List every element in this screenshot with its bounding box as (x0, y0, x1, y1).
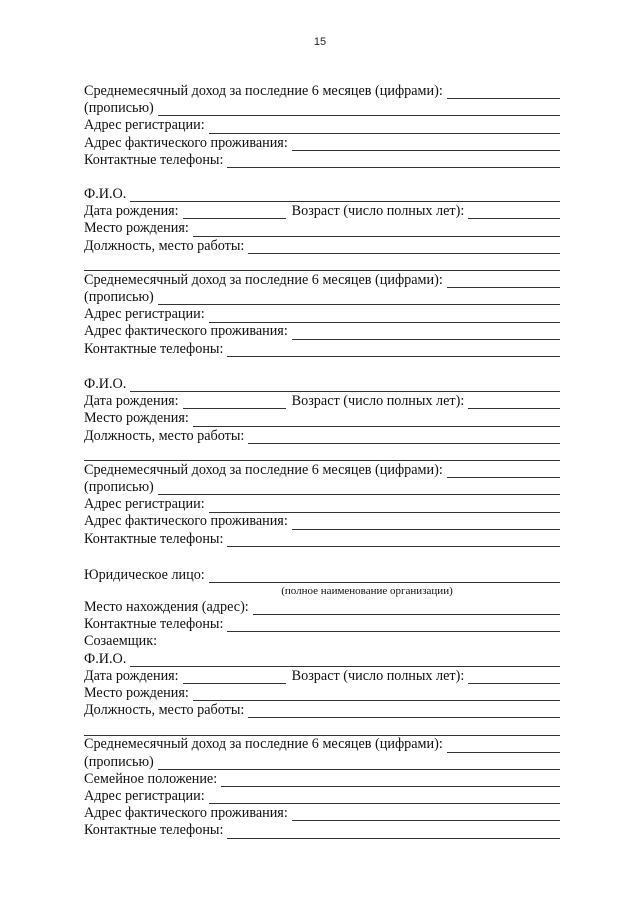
reg-row (84, 788, 560, 805)
job-extra-row (84, 719, 560, 736)
income-field[interactable] (447, 274, 560, 288)
legal-label: Юридическое лицо: (84, 566, 205, 583)
income-label: Среднемесячный доход за последние 6 месяцев (цифрами): (84, 271, 443, 288)
pob-label: Место рождения: (84, 684, 189, 701)
income-block-1 (84, 83, 560, 169)
actual-row (84, 514, 560, 531)
actual-label: Адрес фактического проживания: (84, 513, 288, 530)
location-row (84, 599, 560, 616)
dob-label: Дата рождения: (84, 667, 179, 684)
job-row (84, 702, 560, 719)
pob-field[interactable] (193, 687, 560, 701)
fio-label: Ф.И.О. (84, 185, 127, 202)
job-field[interactable] (248, 240, 560, 254)
reg-row (84, 306, 560, 323)
fio-field[interactable] (130, 378, 560, 392)
phones-row (84, 822, 560, 839)
income-field[interactable] (447, 85, 560, 99)
words-label: (прописью) (84, 753, 154, 770)
dob-field[interactable] (183, 395, 286, 409)
dob-row (84, 203, 560, 220)
location-field[interactable] (253, 601, 560, 615)
job-row (84, 238, 560, 255)
phones-field[interactable] (227, 825, 560, 839)
words-row (84, 289, 560, 306)
dob-field[interactable] (183, 670, 286, 684)
phones-label: Контактные телефоны: (84, 822, 224, 839)
job-row (84, 428, 560, 445)
phones-label: Контактные телефоны: (84, 151, 224, 168)
dob-label: Дата рождения: (84, 393, 179, 410)
phones-field[interactable] (227, 343, 560, 357)
job-label: Должность, место работы: (84, 237, 245, 254)
actual-field[interactable] (292, 807, 560, 821)
location-label: Место нахождения (адрес): (84, 598, 249, 615)
pob-row (84, 685, 560, 702)
fio-field[interactable] (130, 653, 560, 667)
fio-row (84, 186, 560, 203)
income-label: Среднемесячный доход за последние 6 месяцев (цифрами): (84, 461, 443, 478)
income-row (84, 83, 560, 100)
phones-row (84, 152, 560, 169)
words-row (84, 100, 560, 117)
income-label: Среднемесячный доход за последние 6 месяцев (цифрами): (84, 82, 443, 99)
age-field[interactable] (468, 205, 560, 219)
coborrower-label: Созаемщик: (84, 633, 158, 650)
legal-block (84, 567, 560, 584)
job-label: Должность, место работы: (84, 427, 245, 444)
words-field[interactable] (158, 756, 560, 770)
words-row (84, 479, 560, 496)
age-field[interactable] (468, 395, 560, 409)
reg-label: Адрес регистрации: (84, 306, 205, 323)
job-extra-row (84, 255, 560, 272)
actual-label: Адрес фактического проживания: (84, 805, 288, 822)
words-label: (прописью) (84, 479, 154, 496)
marital-row (84, 771, 560, 788)
income-label: Среднемесячный доход за последние 6 месяцев (цифрами): (84, 736, 443, 753)
legal-row (84, 567, 560, 584)
income-field[interactable] (447, 464, 560, 478)
phones-field[interactable] (227, 533, 560, 547)
age-label: Возраст (число полных лет): (291, 203, 465, 220)
legal-details-block (84, 599, 560, 840)
actual-label: Адрес фактического проживания: (84, 134, 288, 151)
dob-field[interactable] (183, 205, 286, 219)
legal-caption: (полное наименование организации) (281, 585, 453, 597)
fio-field[interactable] (130, 188, 560, 202)
reg-field[interactable] (209, 309, 560, 323)
job-field[interactable] (248, 430, 560, 444)
actual-field[interactable] (292, 137, 560, 151)
legal-field[interactable] (209, 569, 560, 583)
words-label: (прописью) (84, 100, 154, 117)
phones-label: Контактные телефоны: (84, 616, 224, 633)
pob-field[interactable] (193, 223, 560, 237)
reg-label: Адрес регистрации: (84, 496, 205, 513)
fio-row (84, 376, 560, 393)
marital-label: Семейное положение: (84, 770, 218, 787)
age-label: Возраст (число полных лет): (291, 667, 465, 684)
actual-row (84, 324, 560, 341)
phones-label: Контактные телефоны: (84, 340, 224, 357)
words-row (84, 754, 560, 771)
job-extra-field[interactable] (84, 447, 560, 461)
job-label: Должность, место работы: (84, 702, 245, 719)
dob-row (84, 393, 560, 410)
actual-row (84, 805, 560, 822)
phones-label: Контактные телефоны: (84, 530, 224, 547)
words-label: (прописью) (84, 289, 154, 306)
job-extra-field[interactable] (84, 257, 560, 271)
actual-field[interactable] (292, 516, 560, 530)
actual-label: Адрес фактического проживания: (84, 323, 288, 340)
pob-label: Место рождения: (84, 220, 189, 237)
reg-label: Адрес регистрации: (84, 117, 205, 134)
age-label: Возраст (число полных лет): (291, 393, 465, 410)
person-block-3 (84, 376, 560, 548)
actual-field[interactable] (292, 326, 560, 340)
person-block-2 (84, 186, 560, 358)
pob-row (84, 410, 560, 427)
pob-label: Место рождения: (84, 410, 189, 427)
job-field[interactable] (248, 704, 560, 718)
reg-field[interactable] (209, 790, 560, 804)
job-extra-field[interactable] (84, 722, 560, 736)
phones-row (84, 531, 560, 548)
reg-field[interactable] (209, 499, 560, 513)
dob-label: Дата рождения: (84, 203, 179, 220)
phones-row (84, 616, 560, 633)
words-field[interactable] (158, 102, 560, 116)
job-extra-row (84, 445, 560, 462)
fio-label: Ф.И.О. (84, 650, 127, 667)
income-row (84, 737, 560, 754)
reg-row (84, 117, 560, 134)
phones-field[interactable] (227, 618, 560, 632)
income-row (84, 272, 560, 289)
words-field[interactable] (158, 481, 560, 495)
coborrower-row (84, 633, 560, 650)
reg-field[interactable] (209, 120, 560, 134)
marital-field[interactable] (221, 773, 560, 787)
phones-field[interactable] (227, 154, 560, 168)
page-number: 15 (313, 36, 327, 48)
income-field[interactable] (447, 739, 560, 753)
words-field[interactable] (158, 291, 560, 305)
income-row (84, 462, 560, 479)
pob-field[interactable] (193, 413, 560, 427)
reg-row (84, 496, 560, 513)
actual-row (84, 135, 560, 152)
pob-row (84, 220, 560, 237)
reg-label: Адрес регистрации: (84, 788, 205, 805)
fio-row (84, 651, 560, 668)
dob-row (84, 668, 560, 685)
phones-row (84, 341, 560, 358)
fio-label: Ф.И.О. (84, 375, 127, 392)
age-field[interactable] (468, 670, 560, 684)
